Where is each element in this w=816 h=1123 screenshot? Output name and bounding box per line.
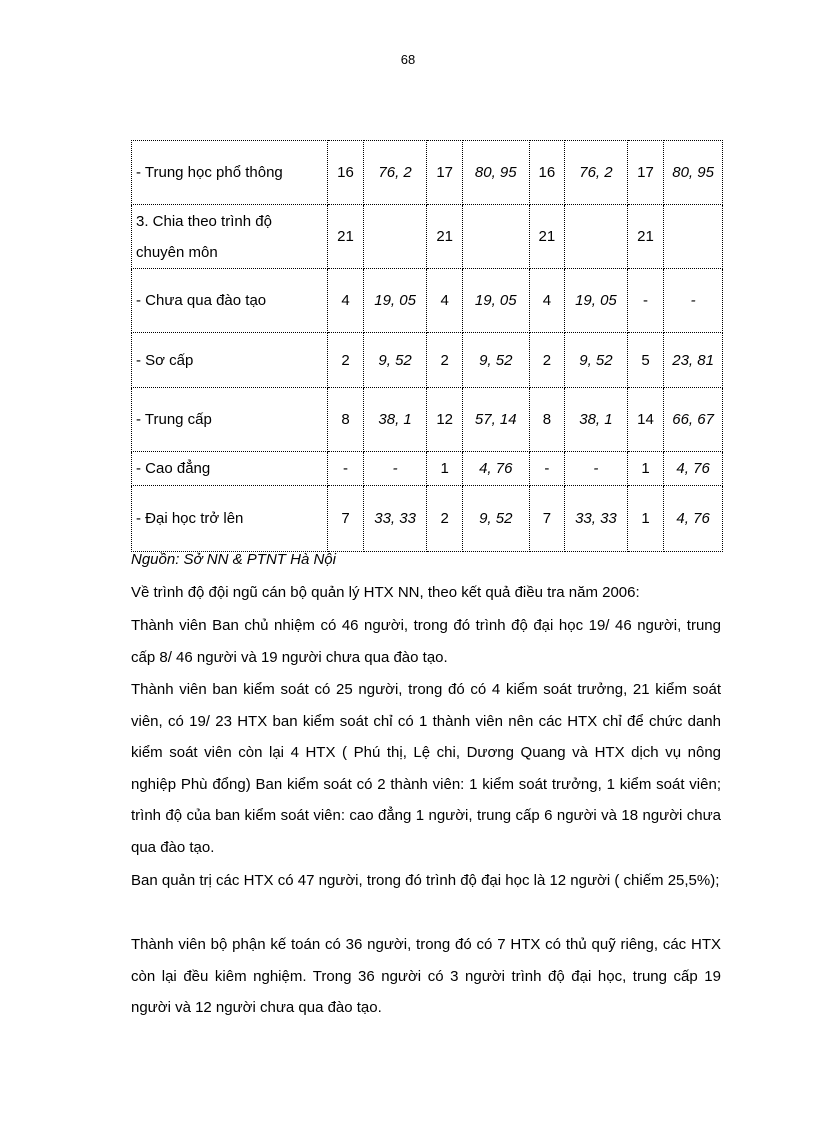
percent-cell: 76, 2	[363, 141, 427, 205]
percent-cell: -	[363, 452, 427, 486]
percent-cell: 38, 1	[565, 388, 628, 452]
percent-cell: 66, 67	[664, 388, 723, 452]
percent-cell: 19, 05	[363, 269, 427, 333]
count-cell: 1	[427, 452, 462, 486]
count-cell: 1	[627, 486, 663, 552]
count-cell: 4	[427, 269, 462, 333]
paragraph-intro: Về trình độ đội ngũ cán bộ quản lý HTX NN, theo kết quả điều tra năm 2006:	[131, 584, 640, 601]
percent-cell: 38, 1	[363, 388, 427, 452]
percent-cell: 9, 52	[462, 486, 529, 552]
count-cell: 2	[427, 486, 462, 552]
count-cell: 2	[328, 333, 363, 388]
statistics-table	[131, 140, 723, 552]
source-note: Nguồn: Sở NN & PTNT Hà Nội	[131, 551, 336, 568]
count-cell: 21	[529, 205, 564, 269]
count-cell: 8	[328, 388, 363, 452]
row-label: - Chưa qua đào tạo	[132, 269, 328, 333]
count-cell: 16	[328, 141, 363, 205]
table-row	[132, 388, 723, 452]
percent-cell	[664, 205, 723, 269]
table-row	[132, 486, 723, 552]
percent-cell: 19, 05	[565, 269, 628, 333]
count-cell: 7	[328, 486, 363, 552]
percent-cell: 4, 76	[664, 486, 723, 552]
percent-cell: 33, 33	[565, 486, 628, 552]
percent-cell	[565, 205, 628, 269]
count-cell: 12	[427, 388, 462, 452]
count-cell: 21	[427, 205, 462, 269]
count-cell: 21	[627, 205, 663, 269]
count-cell: 7	[529, 486, 564, 552]
count-cell: 2	[427, 333, 462, 388]
count-cell: 4	[328, 269, 363, 333]
table-row	[132, 269, 723, 333]
row-label: - Trung học phổ thông	[132, 141, 328, 205]
paragraph-admin-board: Ban quản trị các HTX có 47 người, trong đó trình độ đại học là 12 người ( chiếm 25,5%);	[131, 872, 720, 889]
count-cell: 5	[627, 333, 663, 388]
count-cell: 17	[627, 141, 663, 205]
count-cell: 2	[529, 333, 564, 388]
row-label: 3. Chia theo trình độ chuyên môn	[132, 205, 328, 269]
percent-cell: 33, 33	[363, 486, 427, 552]
row-label: - Sơ cấp	[132, 333, 328, 388]
paragraph-control-board: Thành viên ban kiểm soát có 25 người, trong đó có 4 kiểm soát trưởng, 21 kiểm soát viên, có 19/ 23 HTX ban kiểm soát chỉ có 1 thành viên nên các HTX chỉ để chức danh kiểm soát viên còn lại 4 HTX ( Phú thị, Lệ chi, Dương Quang và HTX dịch vụ nông nghiệp Phù đổng) Ban kiểm soát có 2 thành viên: 1 kiểm soát trưởng, 1 kiểm soát viên; trình độ của ban kiểm soát viên: cao đẳng 1 người, trung cấp 6 người và 18 người chưa qua đào tạo.	[131, 681, 721, 856]
table-row	[132, 141, 723, 205]
percent-cell: -	[565, 452, 628, 486]
percent-cell: 23, 81	[664, 333, 723, 388]
count-cell: -	[529, 452, 564, 486]
count-cell: 8	[529, 388, 564, 452]
percent-cell: 76, 2	[565, 141, 628, 205]
count-cell: 21	[328, 205, 363, 269]
row-label: - Cao đẳng	[132, 452, 328, 486]
count-cell: 16	[529, 141, 564, 205]
percent-cell: 80, 95	[664, 141, 723, 205]
percent-cell	[363, 205, 427, 269]
percent-cell: -	[664, 269, 723, 333]
percent-cell: 80, 95	[462, 141, 529, 205]
paragraph-accounting: Thành viên bộ phận kế toán có 36 người, trong đó có 7 HTX có thủ quỹ riêng, các HTX còn lại đều kiêm nghiệm. Trong 36 người có 3 người trình độ đại học, trung cấp 19 người và 12 người chưa qua đào tạo.	[131, 936, 721, 1016]
count-cell: 4	[529, 269, 564, 333]
row-label: - Trung cấp	[132, 388, 328, 452]
percent-cell: 9, 52	[565, 333, 628, 388]
count-cell: 14	[627, 388, 663, 452]
percent-cell: 9, 52	[363, 333, 427, 388]
count-cell: -	[328, 452, 363, 486]
page-number: 68	[400, 52, 416, 67]
percent-cell: 4, 76	[462, 452, 529, 486]
paragraph-management-board: Thành viên Ban chủ nhiệm có 46 người, trong đó trình độ đại học 19/ 46 người, trung cấp 8/ 46 người và 19 người chưa qua đào tạo.	[131, 617, 721, 666]
percent-cell: 4, 76	[664, 452, 723, 486]
table-row	[132, 333, 723, 388]
row-label: - Đại học trở lên	[132, 486, 328, 552]
percent-cell: 9, 52	[462, 333, 529, 388]
count-cell: 1	[627, 452, 663, 486]
count-cell: -	[627, 269, 663, 333]
table-row	[132, 205, 723, 269]
percent-cell: 19, 05	[462, 269, 529, 333]
percent-cell: 57, 14	[462, 388, 529, 452]
count-cell: 17	[427, 141, 462, 205]
percent-cell	[462, 205, 529, 269]
table-row	[132, 452, 723, 486]
